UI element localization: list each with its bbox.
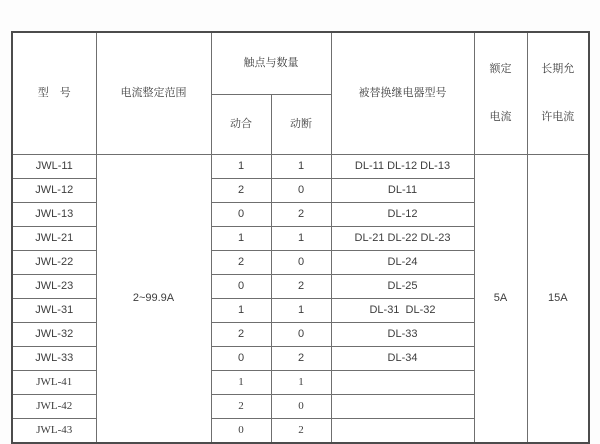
header-rated-current-line1: 额定 bbox=[489, 63, 512, 76]
normally-open-count-cell: 2 bbox=[211, 323, 271, 347]
replaced-model-cell: DL-24 bbox=[331, 251, 474, 275]
model-cell: JWL-32 bbox=[12, 323, 96, 347]
model-cell: JWL-11 bbox=[12, 155, 96, 179]
model-cell: JWL-42 bbox=[12, 395, 96, 419]
normally-open-count-cell: 0 bbox=[211, 419, 271, 443]
normally-open-count-cell: 1 bbox=[211, 227, 271, 251]
model-cell: JWL-22 bbox=[12, 251, 96, 275]
table-row bbox=[12, 155, 589, 179]
replaced-model-cell: DL-25 bbox=[331, 275, 474, 299]
replaced-model-cell: DL-11 bbox=[331, 179, 474, 203]
replaced-model-cell: DL-21 DL-22 DL-23 bbox=[331, 227, 474, 251]
replaced-model-cell: DL-11 DL-12 DL-13 bbox=[331, 155, 474, 179]
replaced-model-cell: DL-31 DL-32 bbox=[331, 299, 474, 323]
normally-open-count-cell: 0 bbox=[211, 203, 271, 227]
normally-open-count-cell: 2 bbox=[211, 179, 271, 203]
model-cell: JWL-13 bbox=[12, 203, 96, 227]
normally-open-count-cell: 1 bbox=[211, 371, 271, 395]
normally-open-count-cell: 1 bbox=[211, 299, 271, 323]
model-cell: JWL-12 bbox=[12, 179, 96, 203]
normally-closed-count-cell: 2 bbox=[271, 347, 331, 371]
replaced-model-cell bbox=[331, 371, 474, 395]
header-current-range: 电流整定范围 bbox=[96, 32, 211, 155]
normally-open-count-cell: 1 bbox=[211, 155, 271, 179]
normally-closed-count-cell: 0 bbox=[271, 251, 331, 275]
normally-closed-count-cell: 0 bbox=[271, 323, 331, 347]
normally-open-count-cell: 0 bbox=[211, 347, 271, 371]
rated-current-merged-cell: 5A bbox=[474, 155, 527, 443]
header-allowed-current-line2: 许电流 bbox=[541, 110, 575, 123]
model-cell: JWL-33 bbox=[12, 347, 96, 371]
header-model: 型 号 bbox=[12, 32, 96, 155]
replaced-model-cell bbox=[331, 419, 474, 443]
allowed-current-merged-cell: 15A bbox=[527, 155, 589, 443]
header-normally-closed: 动断 bbox=[271, 95, 331, 155]
normally-closed-count-cell: 1 bbox=[271, 299, 331, 323]
replaced-model-cell: DL-34 bbox=[331, 347, 474, 371]
header-rated-current bbox=[474, 32, 527, 155]
current-range-merged-cell: 2~99.9A bbox=[96, 155, 211, 443]
normally-closed-count-cell: 0 bbox=[271, 179, 331, 203]
replaced-model-cell: DL-12 bbox=[331, 203, 474, 227]
normally-closed-count-cell: 2 bbox=[271, 419, 331, 443]
header-rated-current-line2: 电流 bbox=[489, 110, 512, 123]
normally-closed-count-cell: 0 bbox=[271, 395, 331, 419]
normally-closed-count-cell: 1 bbox=[271, 155, 331, 179]
header-allowed-current-line1: 长期允 bbox=[541, 63, 575, 76]
normally-closed-count-cell: 2 bbox=[271, 275, 331, 299]
model-cell: JWL-41 bbox=[12, 371, 96, 395]
model-cell: JWL-43 bbox=[12, 419, 96, 443]
normally-closed-count-cell: 1 bbox=[271, 227, 331, 251]
normally-open-count-cell: 2 bbox=[211, 395, 271, 419]
header-replaced-model: 被替换继电器型号 bbox=[331, 32, 474, 155]
replaced-model-cell bbox=[331, 395, 474, 419]
table-body bbox=[12, 155, 589, 443]
normally-open-count-cell: 0 bbox=[211, 275, 271, 299]
header-allowed-current bbox=[527, 32, 589, 155]
model-cell: JWL-31 bbox=[12, 299, 96, 323]
normally-open-count-cell: 2 bbox=[211, 251, 271, 275]
normally-closed-count-cell: 1 bbox=[271, 371, 331, 395]
model-cell: JWL-23 bbox=[12, 275, 96, 299]
model-cell: JWL-21 bbox=[12, 227, 96, 251]
header-normally-open: 动合 bbox=[211, 95, 271, 155]
replaced-model-cell: DL-33 bbox=[331, 323, 474, 347]
header-contacts-group: 触点与数量 bbox=[211, 32, 331, 95]
relay-spec-table bbox=[11, 31, 590, 444]
normally-closed-count-cell: 2 bbox=[271, 203, 331, 227]
